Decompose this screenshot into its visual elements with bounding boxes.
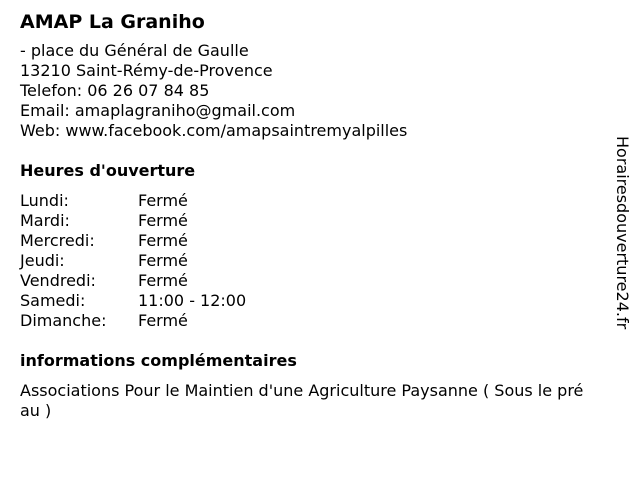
day-hours: 11:00 - 12:00	[138, 291, 247, 310]
hours-table	[20, 191, 590, 331]
day-hours: Fermé	[138, 271, 188, 290]
hours-row-samedi	[20, 291, 590, 311]
hours-row-vendredi	[20, 271, 590, 291]
hours-row-lundi	[20, 191, 590, 211]
brand-watermark: Horairesdouverture24.fr	[613, 136, 632, 330]
day-label: Mardi:	[20, 211, 70, 230]
contact-block	[20, 41, 590, 141]
day-hours: Fermé	[138, 311, 188, 330]
day-label: Mercredi:	[20, 231, 95, 250]
day-hours: Fermé	[138, 251, 188, 270]
day-label: Dimanche:	[20, 311, 107, 330]
day-hours: Fermé	[138, 211, 188, 230]
hours-row-mardi	[20, 211, 590, 231]
address-line-1: - place du Général de Gaulle	[20, 41, 249, 60]
phone-line: Telefon: 06 26 07 84 85	[20, 81, 210, 100]
business-card	[20, 10, 590, 421]
hours-row-jeudi	[20, 251, 590, 271]
day-hours: Fermé	[138, 191, 188, 210]
day-label: Jeudi:	[20, 251, 65, 270]
hours-row-dimanche	[20, 311, 590, 331]
web-line: Web: www.facebook.com/amapsaintremyalpilles	[20, 121, 408, 140]
business-name: AMAP La Graniho	[20, 11, 205, 33]
day-label: Samedi:	[20, 291, 86, 310]
day-label: Vendredi:	[20, 271, 96, 290]
day-hours: Fermé	[138, 231, 188, 250]
day-label: Lundi:	[20, 191, 69, 210]
email-line: Email: amaplagraniho@gmail.com	[20, 101, 296, 120]
info-text: Associations Pour le Maintien d'une Agriculture Paysanne ( Sous le préau )	[20, 381, 584, 420]
hours-heading: Heures d'ouverture	[20, 161, 196, 180]
info-heading: informations complémentaires	[20, 351, 297, 370]
hours-row-mercredi	[20, 231, 590, 251]
address-line-2: 13210 Saint-Rémy-de-Provence	[20, 61, 273, 80]
